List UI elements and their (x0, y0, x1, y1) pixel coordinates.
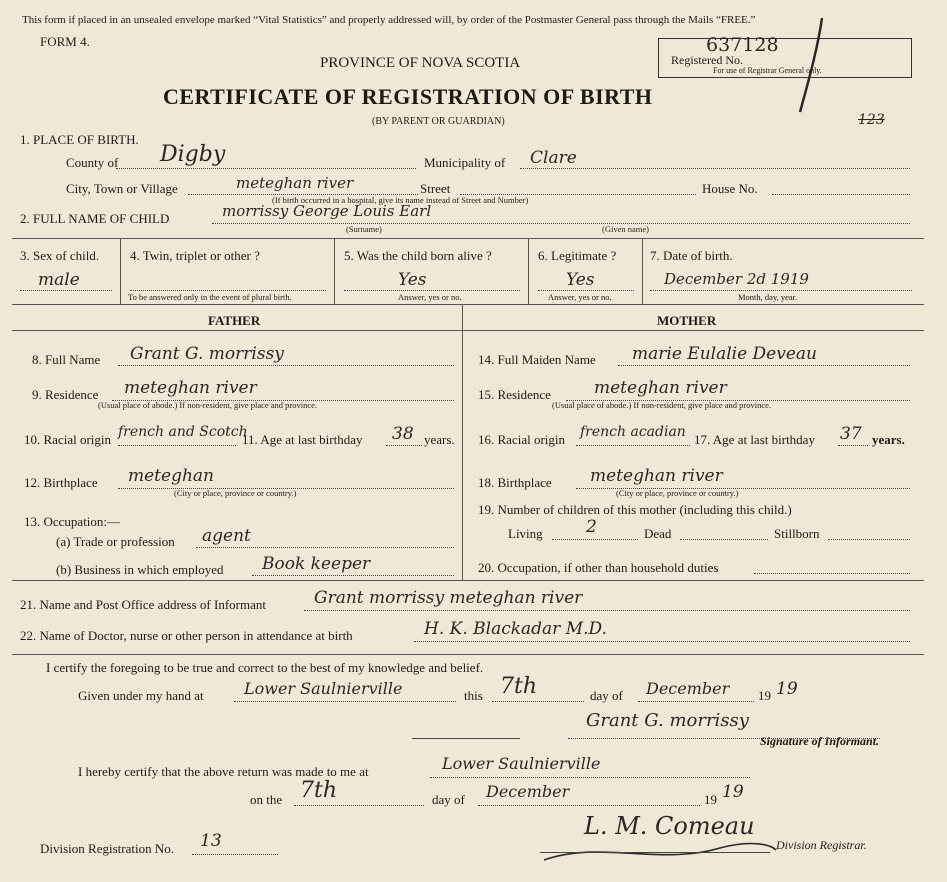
father-racial-label: 10. Racial origin (24, 432, 112, 447)
father-birthplace-value: meteghan (128, 466, 214, 486)
registered-label: Registered No. (671, 53, 743, 67)
division-value: 13 (200, 831, 222, 851)
municipality-value: Clare (530, 148, 577, 168)
dob-note: Month, day, year. (738, 292, 798, 302)
doctor-label: 22. Name of Doctor, nurse or other person in attendance at birth (20, 628, 353, 643)
mother-heading: MOTHER (657, 313, 717, 328)
twin-label: 4. Twin, triplet or other ? (130, 248, 260, 263)
place-heading: 1. PLACE OF BIRTH. (20, 132, 139, 147)
father-heading: FATHER (208, 313, 261, 328)
father-racial-value: french and Scotch (118, 424, 248, 440)
given-label: Given under my hand at (78, 688, 204, 703)
sex-value: male (38, 270, 80, 290)
informant-value: Grant morrissy meteghan river (314, 588, 583, 608)
child-name-value: morrissy George Louis Earl (222, 202, 432, 220)
given-day-of-label: day of (590, 688, 623, 703)
sex-label: 3. Sex of child. (20, 248, 100, 263)
mother-racial-value: french acadian (580, 424, 686, 440)
legitimate-value: Yes (566, 270, 595, 290)
mother-birthplace-value: meteghan river (590, 466, 723, 486)
child-name-label: 2. FULL NAME OF CHILD (20, 211, 170, 226)
father-occupation-label: 13. Occupation:— (24, 514, 121, 529)
given-day-value: 7th (500, 674, 538, 699)
registrar-signature: L. M. Comeau (584, 812, 755, 840)
children-count-label: 19. Number of children of this mother (including this child.) (478, 502, 792, 517)
father-name-label: 8. Full Name (32, 352, 101, 367)
city-label: City, Town or Village (66, 181, 178, 196)
given-name-note: (Given name) (602, 224, 649, 234)
registered-number: 637128 (706, 34, 779, 56)
corner-number: 123 (858, 112, 885, 128)
given-year-value: 19 (776, 679, 798, 699)
living-value: 2 (586, 517, 597, 537)
certificate-title: CERTIFICATE OF REGISTRATION OF BIRTH (163, 84, 653, 109)
given-place-value: Lower Saulnierville (244, 679, 403, 698)
informant-signature: Grant G. morrissy (586, 710, 749, 731)
twin-note: To be answered only in the event of plural birth. (128, 292, 292, 302)
registrar-general-note: For use of Registrar General only. (713, 66, 822, 75)
mother-racial-label: 16. Racial origin (478, 432, 566, 447)
doctor-value: H. K. Blackadar M.D. (424, 619, 607, 639)
mother-birthplace-note: (City or place, province or country.) (616, 488, 739, 498)
street-label: Street (420, 181, 451, 196)
alive-value: Yes (398, 270, 427, 290)
signature-flourish (540, 836, 780, 866)
father-age-value: 38 (392, 424, 414, 444)
father-years-label: years. (424, 432, 455, 447)
certify-text: I certify the foregoing to be true and correct to the best of my knowledge and belief. (46, 660, 484, 675)
postal-notice: This form if placed in an unsealed envelope marked “Vital Statistics” and properly addressed will, by order of the Postmaster General pass through the Mails “FREE.” (22, 14, 756, 26)
registrar-month-value: December (486, 782, 570, 801)
mother-years-label: years. (872, 432, 905, 447)
certificate-subtitle: (BY PARENT OR GUARDIAN) (372, 116, 505, 127)
father-residence-value: meteghan river (124, 378, 257, 398)
mother-age-label: 17. Age at last birthday (694, 432, 815, 447)
father-name-value: Grant G. morrissy (130, 344, 284, 364)
legitimate-label: 6. Legitimate ? (538, 248, 617, 263)
living-label: Living (508, 526, 543, 541)
house-label: House No. (702, 181, 758, 196)
county-label: County of (66, 155, 119, 170)
informant-label: 21. Name and Post Office address of Informant (20, 597, 266, 612)
mother-residence-value: meteghan river (594, 378, 727, 398)
registrar-signature-label: Division Registrar. (776, 838, 867, 852)
hospital-note: (If birth occurred in a hospital, give its name instead of Street and Number) (272, 195, 529, 205)
municipality-label: Municipality of (424, 155, 506, 170)
pen-stroke-mark (790, 16, 830, 116)
father-age-label: 11. Age at last birthday (242, 432, 363, 447)
alive-label: 5. Was the child born alive ? (344, 248, 492, 263)
trade-value: agent (202, 526, 251, 546)
stillborn-label: Stillborn (774, 526, 820, 541)
given-year-prefix: 19 (758, 688, 771, 703)
registrar-year-prefix: 19 (704, 792, 717, 807)
father-residence-label: 9. Residence (32, 387, 99, 402)
mother-name-value: marie Eulalie Deveau (632, 344, 817, 364)
trade-label: (a) Trade or profession (56, 534, 175, 549)
business-label: (b) Business in which employed (56, 562, 224, 577)
registration-box (658, 38, 912, 78)
mother-name-label: 14. Full Maiden Name (478, 352, 596, 367)
mother-occupation-label: 20. Occupation, if other than household duties (478, 560, 719, 575)
division-label: Division Registration No. (40, 841, 174, 856)
registrar-year-value: 19 (722, 782, 744, 802)
alive-note: Answer, yes or no. (398, 292, 462, 302)
dob-label: 7. Date of birth. (650, 248, 733, 263)
form-number: FORM 4. (40, 34, 90, 49)
mother-abode-note: (Usual place of abode.) If non-resident, give place and province. (552, 400, 772, 410)
mother-birthplace-label: 18. Birthplace (478, 475, 552, 490)
business-value: Book keeper (262, 554, 371, 574)
registrar-day-value: 7th (300, 778, 338, 803)
mother-residence-label: 15. Residence (478, 387, 551, 402)
father-birthplace-label: 12. Birthplace (24, 475, 98, 490)
registrar-day-of-label: day of (432, 792, 465, 807)
province-heading: PROVINCE OF NOVA SCOTIA (320, 55, 521, 71)
father-abode-note: (Usual place of abode.) If non-resident, give place and province. (98, 400, 318, 410)
informant-signature-label: Signature of Informant. (760, 734, 880, 748)
county-value: Digby (160, 142, 226, 167)
city-value: meteghan river (236, 174, 354, 192)
mother-age-value: 37 (840, 424, 862, 444)
legitimate-note: Answer, yes or no. (548, 292, 612, 302)
dob-value: December 2d 1919 (664, 270, 809, 288)
registrar-place-value: Lower Saulnierville (442, 754, 601, 773)
registrar-on-label: on the (250, 792, 283, 807)
surname-note: (Surname) (346, 224, 382, 234)
registrar-certify-text: I hereby certify that the above return was made to me at (78, 764, 369, 779)
given-month-value: December (646, 679, 730, 698)
given-this-label: this (464, 688, 483, 703)
dead-label: Dead (644, 526, 672, 541)
father-birthplace-note: (City or place, province or country.) (174, 488, 297, 498)
